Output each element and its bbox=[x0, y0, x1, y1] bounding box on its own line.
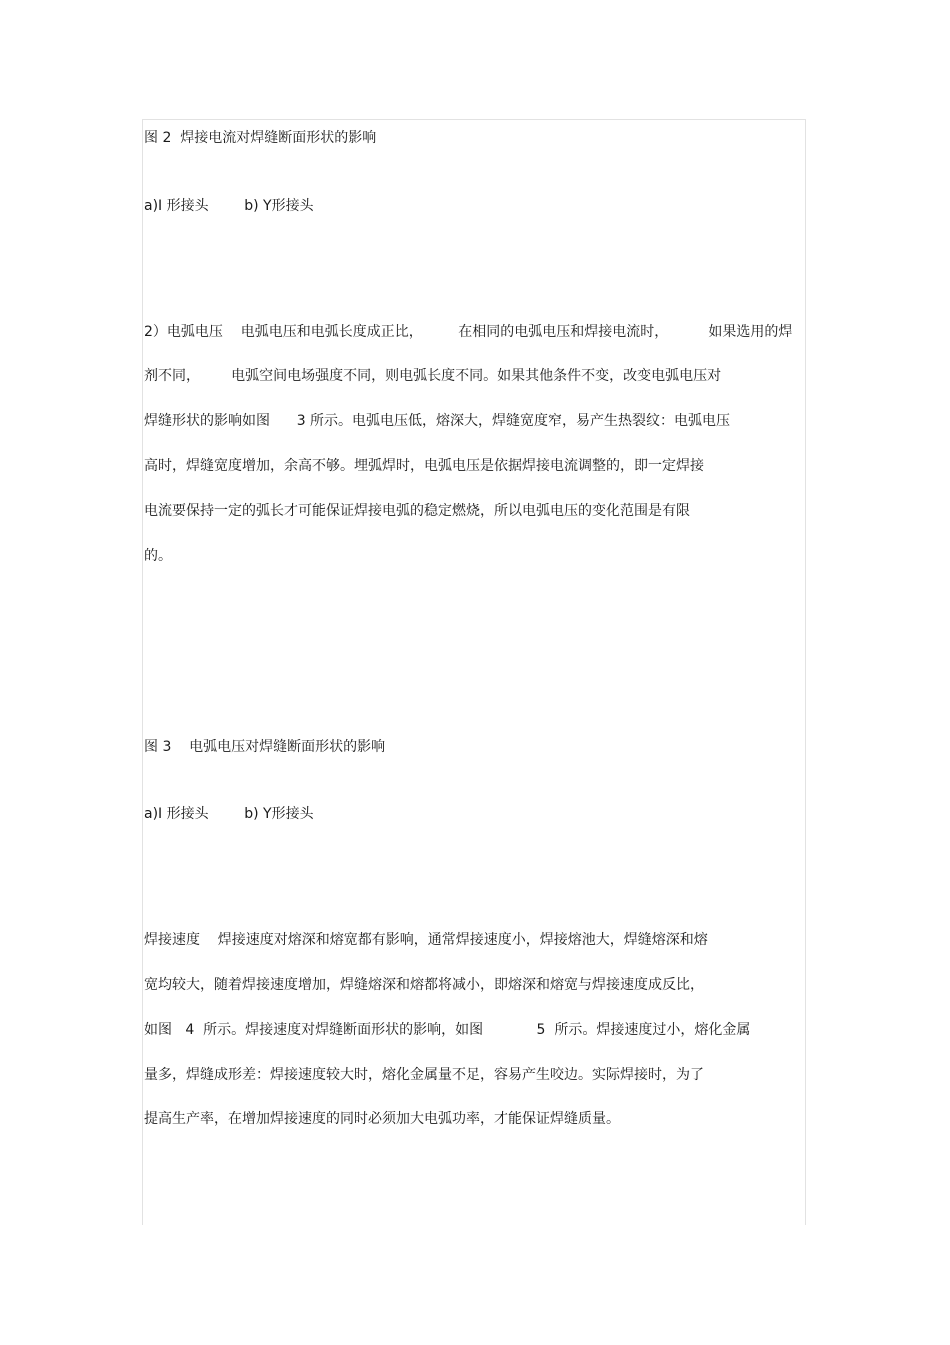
figure-3-caption: 图 3 电弧电压对焊缝断面形状的影响 bbox=[144, 739, 386, 755]
welding-speed-paragraph-line: 提高生产率，在增加焊接速度的同时必须加大电弧功率，才能保证焊缝质量。 bbox=[144, 1111, 620, 1127]
page-frame bbox=[142, 119, 806, 1225]
arc-voltage-paragraph-line: 高时，焊缝宽度增加，余高不够。埋弧焊时，电弧电压是依据焊接电流调整的，即一定焊接 bbox=[144, 458, 704, 474]
welding-speed-paragraph-line: 宽均较大，随着焊接速度增加，焊缝熔深和熔都将减小，即熔深和熔宽与焊接速度成反比， bbox=[144, 977, 704, 993]
figure-2-caption: 图 2 焊接电流对焊缝断面形状的影响 bbox=[144, 130, 377, 146]
arc-voltage-paragraph-line: 电流要保持一定的弧长才可能保证焊接电弧的稳定燃烧，所以电弧电压的变化范围是有限 bbox=[144, 503, 690, 519]
arc-voltage-paragraph-line: 的。 bbox=[144, 548, 172, 564]
arc-voltage-paragraph-line: 2）电弧电压 电弧电压和电弧长度成正比， 在相同的电弧电压和焊接电流时， 如果选用的焊 bbox=[144, 324, 793, 340]
arc-voltage-paragraph-line: 剂不同， 电弧空间电场强度不同，则电弧长度不同。如果其他条件不变，改变电弧电压对 bbox=[144, 368, 722, 384]
welding-speed-paragraph-line: 焊接速度 焊接速度对熔深和熔宽都有影响，通常焊接速度小，焊接熔池大，焊缝熔深和熔 bbox=[144, 932, 708, 948]
welding-speed-paragraph-line: 如图 4 所示。焊接速度对焊缝断面形状的影响，如图 5 所示。焊接速度过小，熔化金属 bbox=[144, 1022, 751, 1038]
figure-3-subcaption: a)I 形接头 b) Y形接头 bbox=[144, 806, 314, 822]
arc-voltage-paragraph-line: 焊缝形状的影响如图 3 所示。电弧电压低，熔深大，焊缝宽度窄，易产生热裂纹：电弧电压 bbox=[144, 413, 731, 429]
welding-speed-paragraph-line: 量多，焊缝成形差：焊接速度较大时，熔化金属量不足，容易产生咬边。实际焊接时，为了 bbox=[144, 1067, 704, 1083]
figure-2-subcaption: a)I 形接头 b) Y形接头 bbox=[144, 198, 314, 214]
